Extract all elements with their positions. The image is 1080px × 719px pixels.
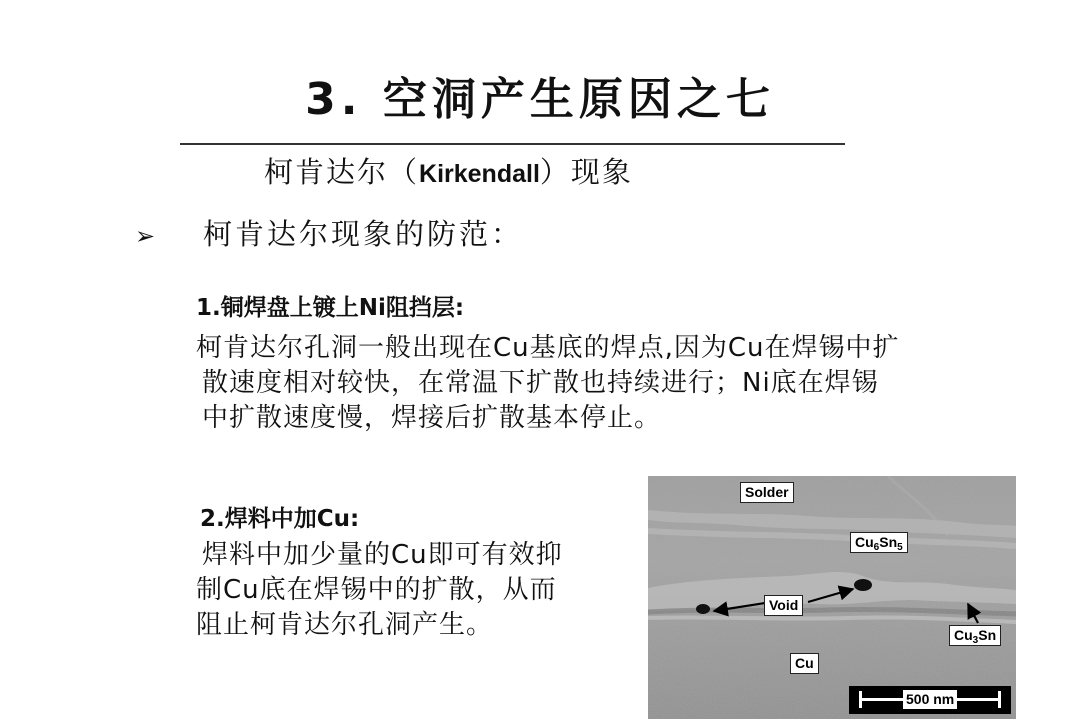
void-label: Void: [764, 595, 803, 616]
cu6sn5-label: $Cu_6Sn_5$: [850, 532, 908, 553]
cu3sn-label: $Cu_3Sn$: [949, 625, 1001, 646]
section2-body: [196, 538, 563, 643]
cu-label: Cu: [790, 653, 819, 674]
solder-label: Solder: [740, 482, 794, 503]
sem-micrograph: [648, 476, 1016, 719]
scale-bar-label: 500 nm: [903, 690, 957, 709]
subtitle-prefix: 柯肯达尔（: [264, 155, 420, 189]
micrograph-image: [648, 476, 1016, 719]
subtitle: [264, 150, 633, 196]
section1-line: 中扩散速度慢，焊接后扩散基本停止。: [202, 403, 662, 433]
void-marker: [696, 604, 710, 614]
section2-heading: 2.焊料中加Cu:: [200, 506, 360, 532]
arrow-bullet-icon: ➢: [135, 222, 159, 250]
void-marker: [854, 579, 872, 591]
section2-line: 制Cu底在焊锡中的扩散，从而: [196, 575, 557, 605]
subtitle-suffix: ）现象: [539, 155, 633, 189]
section2-line: 焊料中加少量的Cu即可有效抑: [202, 540, 563, 570]
section2-line: 阻止柯肯达尔孔洞产生。: [196, 610, 494, 640]
section1-line: 散速度相对较快，在常温下扩散也持续进行；Ni底在焊锡: [202, 368, 879, 398]
section1-line: 柯肯达尔孔洞一般出现在Cu基底的焊点,因为Cu在焊锡中扩: [196, 333, 900, 363]
page-title: 3. 空洞产生原因之七: [305, 74, 775, 125]
bullet-text: 柯肯达尔现象的防范：: [203, 217, 524, 251]
title-divider: [180, 143, 845, 145]
section1-body: [196, 331, 900, 436]
bullet-point: [135, 212, 523, 258]
scale-bar: [849, 686, 1011, 714]
section1-heading: 1.铜焊盘上镀上Ni阻挡层:: [196, 295, 465, 321]
subtitle-latin: Kirkendall: [419, 160, 540, 188]
